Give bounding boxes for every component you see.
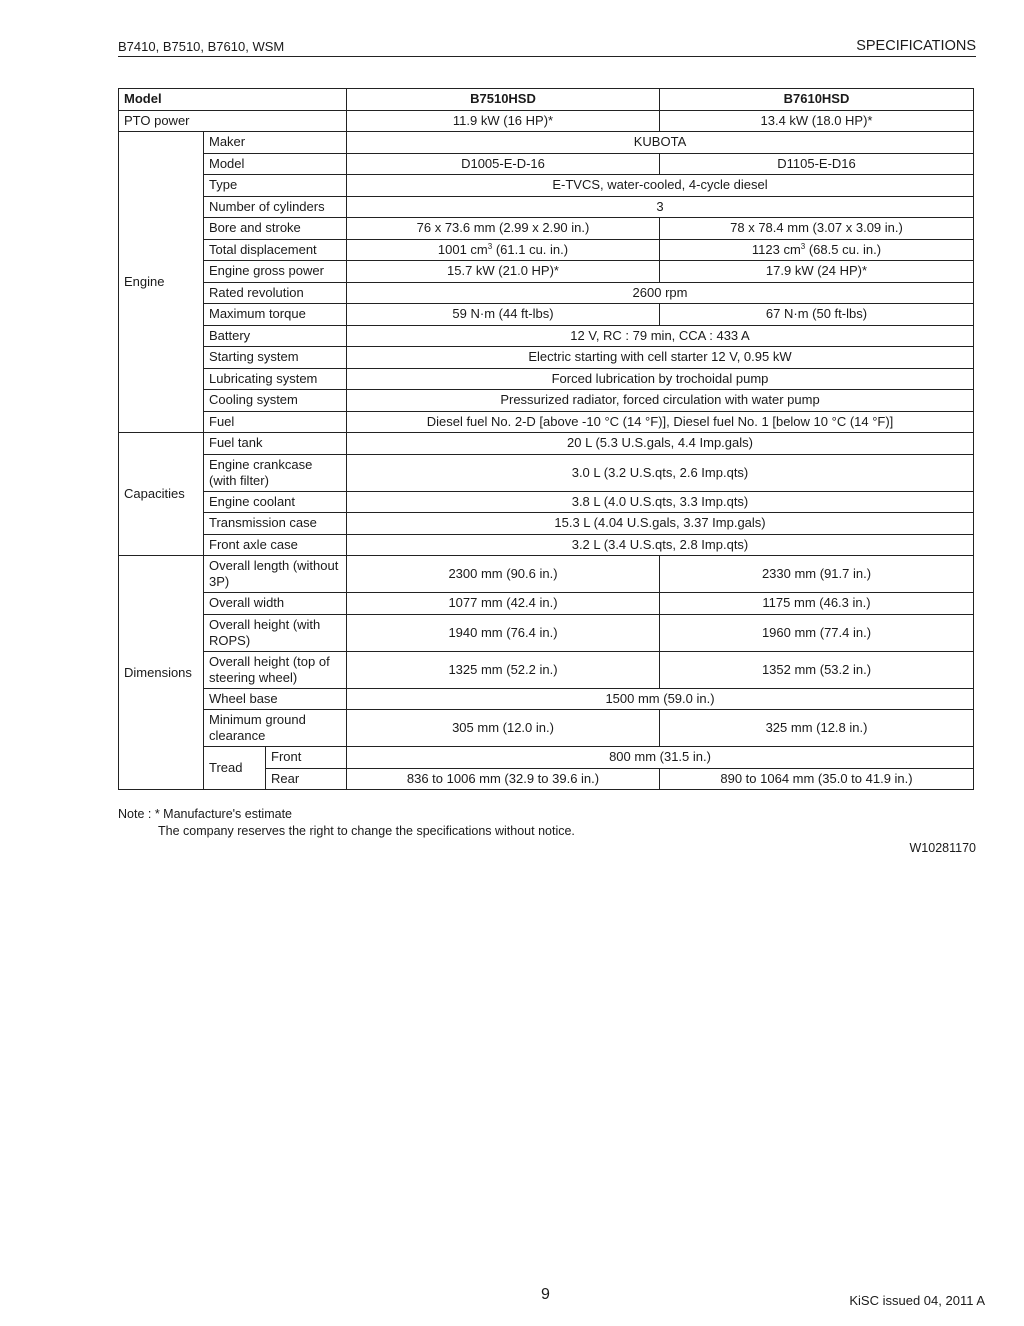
row-label: Maker bbox=[204, 132, 347, 154]
specifications-table bbox=[118, 88, 974, 790]
cell-value: 1500 mm (59.0 in.) bbox=[347, 688, 974, 710]
cell-value: 305 mm (12.0 in.) bbox=[347, 710, 660, 747]
table-row bbox=[119, 433, 974, 455]
table-header-row bbox=[119, 89, 974, 111]
cell-value: 11.9 kW (16 HP)* bbox=[347, 110, 660, 132]
row-label: Overall height (top of steering wheel) bbox=[204, 651, 347, 688]
issue-info: KiSC issued 04, 2011 A bbox=[849, 1293, 985, 1308]
cell-value: Electric starting with cell starter 12 V, 0.95 kW bbox=[347, 347, 974, 369]
row-label: Total displacement bbox=[204, 239, 347, 261]
table-row bbox=[119, 390, 974, 412]
table-row bbox=[119, 556, 974, 593]
cell-value: 76 x 73.6 mm (2.99 x 2.90 in.) bbox=[347, 218, 660, 240]
section-title: SPECIFICATIONS bbox=[856, 38, 976, 54]
cell-value: 20 L (5.3 U.S.gals, 4.4 Imp.gals) bbox=[347, 433, 974, 455]
row-label: Engine coolant bbox=[204, 491, 347, 513]
tread-label: Tread bbox=[204, 747, 266, 790]
cell-value: 890 to 1064 mm (35.0 to 41.9 in.) bbox=[660, 768, 974, 790]
cell-value: 13.4 kW (18.0 HP)* bbox=[660, 110, 974, 132]
table-row bbox=[119, 368, 974, 390]
row-label: Type bbox=[204, 175, 347, 197]
table-row bbox=[119, 304, 974, 326]
row-label: Maximum torque bbox=[204, 304, 347, 326]
row-label: Rear bbox=[266, 768, 347, 790]
row-label: Model bbox=[204, 153, 347, 175]
row-label: Overall height (with ROPS) bbox=[204, 614, 347, 651]
cell-value: 3 bbox=[347, 196, 974, 218]
cell-value: 1960 mm (77.4 in.) bbox=[660, 614, 974, 651]
value-part: (68.5 cu. in.) bbox=[805, 241, 882, 257]
row-label: Front bbox=[266, 747, 347, 769]
table-row bbox=[119, 347, 974, 369]
row-label: Bore and stroke bbox=[204, 218, 347, 240]
row-label: Overall width bbox=[204, 593, 347, 615]
value-part: 1123 cm bbox=[751, 241, 801, 257]
table-row bbox=[119, 218, 974, 240]
row-label: Transmission case bbox=[204, 513, 347, 535]
cell-value: D1005-E-D-16 bbox=[347, 153, 660, 175]
table-row bbox=[119, 282, 974, 304]
model-col-2: B7610HSD bbox=[660, 89, 974, 111]
document-code: W10281170 bbox=[909, 841, 976, 855]
table-row bbox=[119, 153, 974, 175]
table-row bbox=[119, 688, 974, 710]
row-label: Minimum ground clearance bbox=[204, 710, 347, 747]
table-row bbox=[119, 710, 974, 747]
cell-value: Diesel fuel No. 2-D [above -10 °C (14 °F)], Diesel fuel No. 1 [below 10 °C (14 °F)] bbox=[347, 411, 974, 433]
cell-value: 3.8 L (4.0 U.S.qts, 3.3 Imp.qts) bbox=[347, 491, 974, 513]
cell-value: 59 N·m (44 ft-lbs) bbox=[347, 304, 660, 326]
group-engine: Engine bbox=[119, 132, 204, 433]
value-part: 1001 cm bbox=[437, 241, 488, 257]
table-row bbox=[119, 261, 974, 283]
superscript: 3 bbox=[800, 241, 806, 251]
cell-value: E-TVCS, water-cooled, 4-cycle diesel bbox=[347, 175, 974, 197]
group-dimensions: Dimensions bbox=[119, 556, 204, 790]
row-label: Fuel tank bbox=[204, 433, 347, 455]
table-row bbox=[119, 132, 974, 154]
page-number: 9 bbox=[541, 1286, 550, 1303]
row-label: Fuel bbox=[204, 411, 347, 433]
cell-value: Forced lubrication by trochoidal pump bbox=[347, 368, 974, 390]
group-capacities: Capacities bbox=[119, 433, 204, 556]
cell-value: 15.7 kW (21.0 HP)* bbox=[347, 261, 660, 283]
cell-value: 3.2 L (3.4 U.S.qts, 2.8 Imp.qts) bbox=[347, 534, 974, 556]
cell-value: 800 mm (31.5 in.) bbox=[347, 747, 974, 769]
value-part: (61.1 cu. in.) bbox=[492, 241, 569, 257]
row-label: Battery bbox=[204, 325, 347, 347]
table-row bbox=[119, 614, 974, 651]
table-row bbox=[119, 239, 974, 261]
cell-value: 1325 mm (52.2 in.) bbox=[347, 651, 660, 688]
cell-value: 17.9 kW (24 HP)* bbox=[660, 261, 974, 283]
table-row bbox=[119, 196, 974, 218]
manual-title: B7410, B7510, B7610, WSM bbox=[118, 39, 285, 54]
model-header: Model bbox=[119, 89, 347, 111]
table-row bbox=[119, 325, 974, 347]
row-label: PTO power bbox=[119, 110, 347, 132]
table-row bbox=[119, 411, 974, 433]
cell-value: 325 mm (12.8 in.) bbox=[660, 710, 974, 747]
cell-value: KUBOTA bbox=[347, 132, 974, 154]
cell-value: 1175 mm (46.3 in.) bbox=[660, 593, 974, 615]
superscript: 3 bbox=[487, 241, 493, 251]
model-col-1: B7510HSD bbox=[347, 89, 660, 111]
row-label: Starting system bbox=[204, 347, 347, 369]
cell-value: 67 N·m (50 ft-lbs) bbox=[660, 304, 974, 326]
table-row bbox=[119, 593, 974, 615]
cell-value: 3.0 L (3.2 U.S.qts, 2.6 Imp.qts) bbox=[347, 454, 974, 491]
note-disclaimer: The company reserves the right to change the specifications without notice. bbox=[158, 824, 575, 838]
cell-value: 1940 mm (76.4 in.) bbox=[347, 614, 660, 651]
table-row bbox=[119, 513, 974, 535]
cell-value: 2600 rpm bbox=[347, 282, 974, 304]
table-row bbox=[119, 175, 974, 197]
page-header bbox=[118, 38, 976, 57]
row-label: Engine crankcase (with filter) bbox=[204, 454, 347, 491]
cell-value: Pressurized radiator, forced circulation with water pump bbox=[347, 390, 974, 412]
row-label: Cooling system bbox=[204, 390, 347, 412]
cell-value: 12 V, RC : 79 min, CCA : 433 A bbox=[347, 325, 974, 347]
row-label: Number of cylinders bbox=[204, 196, 347, 218]
row-label: Rated revolution bbox=[204, 282, 347, 304]
cell-value: D1105-E-D16 bbox=[660, 153, 974, 175]
table-row bbox=[119, 747, 974, 769]
cell-value: 78 x 78.4 mm (3.07 x 3.09 in.) bbox=[660, 218, 974, 240]
cell-value bbox=[660, 239, 974, 261]
cell-value: 1077 mm (42.4 in.) bbox=[347, 593, 660, 615]
cell-value bbox=[347, 239, 660, 261]
table-row bbox=[119, 534, 974, 556]
cell-value: 836 to 1006 mm (32.9 to 39.6 in.) bbox=[347, 768, 660, 790]
row-label: Lubricating system bbox=[204, 368, 347, 390]
note-estimate: Note : * Manufacture's estimate bbox=[118, 807, 292, 821]
cell-value: 2300 mm (90.6 in.) bbox=[347, 556, 660, 593]
cell-value: 2330 mm (91.7 in.) bbox=[660, 556, 974, 593]
table-row bbox=[119, 651, 974, 688]
table-row bbox=[119, 110, 974, 132]
row-label: Wheel base bbox=[204, 688, 347, 710]
cell-value: 1352 mm (53.2 in.) bbox=[660, 651, 974, 688]
row-label: Overall length (without 3P) bbox=[204, 556, 347, 593]
table-row bbox=[119, 491, 974, 513]
cell-value: 15.3 L (4.04 U.S.gals, 3.37 Imp.gals) bbox=[347, 513, 974, 535]
row-label: Engine gross power bbox=[204, 261, 347, 283]
table-row bbox=[119, 454, 974, 491]
row-label: Front axle case bbox=[204, 534, 347, 556]
